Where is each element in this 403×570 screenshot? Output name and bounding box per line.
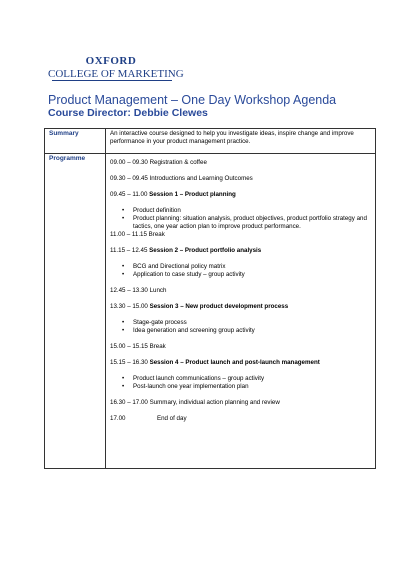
logo-college-text: COLLEGE OF MARKETING <box>48 68 184 80</box>
list-item: • Product launch communications – group activity <box>122 375 371 383</box>
session-3-list <box>110 319 371 335</box>
list-item: • BCG and Directional policy matrix <box>122 263 371 271</box>
session-1-heading <box>110 191 371 199</box>
session-3-time: 13.30 – 15.00 <box>110 303 148 310</box>
session-1-time: 09.45 – 11.00 <box>110 191 148 198</box>
programme-content <box>106 154 376 469</box>
session-2-heading <box>110 247 371 255</box>
session-1-title: Session 1 – Product planning <box>149 191 236 198</box>
session-4-time: 15.15 – 16.30 <box>110 359 148 366</box>
summary-text: An interactive course designed to help you investigate ideas, inspire change and improve performance in your product management practice. <box>106 129 376 154</box>
summary-row <box>45 129 376 154</box>
logo-underline <box>52 80 172 81</box>
end-text: End of day <box>156 415 187 422</box>
session-2-list <box>110 263 371 279</box>
programme-label: Programme <box>45 154 106 469</box>
summary-label: Summary <box>45 129 106 154</box>
session-3-heading <box>110 303 371 311</box>
session-4-heading <box>110 359 371 367</box>
end-of-day-item <box>110 415 371 423</box>
introductions-item: 09.30 – 09.45 Introductions and Learning Outcomes <box>110 175 253 182</box>
registration-item: 09.00 – 09.30 Registration & coffee <box>110 159 207 166</box>
list-item: • Application to case study – group activity <box>122 271 371 279</box>
list-item: • Idea generation and screening group activity <box>122 327 371 335</box>
page-title: Product Management – One Day Workshop Agenda <box>48 93 337 107</box>
college-logo <box>48 55 184 80</box>
list-item: • Product definition <box>122 207 371 215</box>
programme-row <box>45 154 376 469</box>
summary-review-item: 16.30 – 17.00 Summary, individual action planning and review <box>110 399 280 406</box>
logo-oxford-text: OXFORD <box>85 55 137 67</box>
session-2-time: 11.15 – 12.45 <box>110 247 148 254</box>
agenda-table <box>44 128 376 469</box>
break-1: 11.00 – 11.15 Break <box>110 231 165 238</box>
session-3-title: Session 3 – New product development process <box>149 303 289 310</box>
session-4-list <box>110 375 371 391</box>
session-4-title: Session 4 – Product launch and post-launch management <box>149 359 320 366</box>
session-2-title: Session 2 – Product portfolio analysis <box>149 247 262 254</box>
list-item: • Product planning: situation analysis, product objectives, product portfolio strategy and tactics, one year action plan to improve product performance. <box>122 215 371 231</box>
list-item: • Stage-gate process <box>122 319 371 327</box>
session-1-list <box>110 207 371 231</box>
end-time: 17.00 <box>110 415 126 422</box>
list-item: • Post-launch one year implementation plan <box>122 383 371 391</box>
lunch-item: 12.45 – 13.30 Lunch <box>110 287 167 294</box>
course-director: Course Director: Debbie Clewes <box>48 107 208 119</box>
break-2: 15.00 – 15.15 Break <box>110 343 166 350</box>
